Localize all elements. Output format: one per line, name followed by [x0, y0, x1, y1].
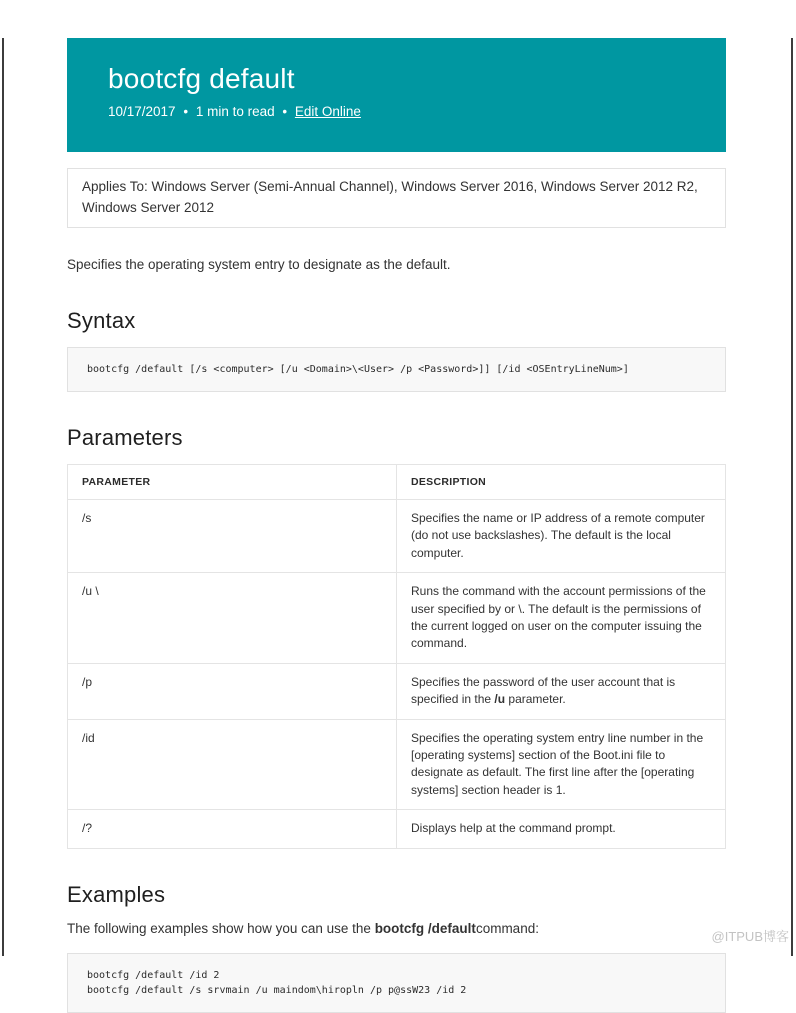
edit-online-link[interactable]: Edit Online	[294, 104, 361, 119]
examples-intro-bold: bootcfg /default	[374, 920, 476, 936]
parameter-cell: /s	[68, 500, 397, 573]
description-text: Runs the command with the account permissions of the user specified by or \. The default is the permissions of the current logged on user on the computer issuing the command.	[411, 584, 706, 651]
description-text: Specifies the password of the user account that is specified in the	[411, 674, 676, 707]
parameter-cell: /?	[68, 810, 397, 848]
column-header-parameter: PARAMETER	[68, 465, 397, 500]
meta-bullet: •	[282, 104, 288, 119]
examples-intro	[67, 921, 726, 936]
parameter-cell: /p	[68, 663, 397, 719]
description-cell	[397, 663, 726, 719]
description-text: parameter.	[505, 692, 566, 707]
table-row	[68, 719, 726, 810]
examples-code-block	[67, 953, 726, 1013]
parameter-cell: /id	[68, 719, 397, 810]
code-line: bootcfg /default /id 2	[87, 969, 220, 981]
table-row	[68, 810, 726, 848]
code-line: bootcfg /default /s srvmain /u maindom\hiropln /p p@ssW23 /id 2	[87, 984, 467, 996]
parameters-table	[67, 464, 726, 848]
syntax-code-block	[67, 347, 726, 392]
description-cell	[397, 573, 726, 664]
syntax-code: bootcfg /default [/s <computer> [/u <Domain>\<User> /p <Password>]] [/id <OSEntryLineNum>]	[87, 364, 629, 376]
watermark: @ITPUB博客	[708, 926, 789, 945]
applies-to-box: Applies To: Windows Server (Semi-Annual Channel), Windows Server 2016, Windows Server 2012 R2, Windows Server 2012	[67, 168, 726, 228]
meta-bullet: •	[183, 104, 189, 119]
description-text: Specifies the operating system entry line number in the [operating systems] section of the Boot.ini file to designate as default. The first line after the [operating systems] section header is 1.	[411, 730, 704, 797]
article-meta	[108, 104, 686, 119]
description-text: Displays help at the command prompt.	[411, 821, 616, 836]
publish-date: 10/17/2017	[108, 104, 176, 119]
intro-paragraph: Specifies the operating system entry to designate as the default.	[67, 256, 451, 272]
table-row	[68, 500, 726, 573]
read-time: 1 min to read	[195, 104, 275, 119]
parameter-cell: /u \	[68, 573, 397, 664]
examples-intro-text: command:	[475, 920, 539, 936]
window-right-border	[791, 38, 793, 956]
article	[67, 38, 726, 1013]
description-bold: /u	[494, 692, 506, 707]
table-header-row	[68, 465, 726, 500]
parameters-heading: Parameters	[67, 425, 183, 451]
examples-intro-text: The following examples show how you can use the	[67, 920, 375, 936]
description-cell	[397, 810, 726, 848]
description-cell	[397, 719, 726, 810]
window-left-border	[2, 38, 4, 956]
article-header	[67, 38, 726, 152]
syntax-heading: Syntax	[67, 308, 136, 334]
column-header-description: DESCRIPTION	[397, 465, 726, 500]
table-row	[68, 663, 726, 719]
examples-heading: Examples	[67, 881, 166, 907]
page-title: bootcfg default	[108, 63, 295, 94]
description-cell	[397, 500, 726, 573]
table-row	[68, 573, 726, 664]
description-text: Specifies the name or IP address of a remote computer (do not use backslashes). The default is the local computer.	[411, 511, 705, 560]
